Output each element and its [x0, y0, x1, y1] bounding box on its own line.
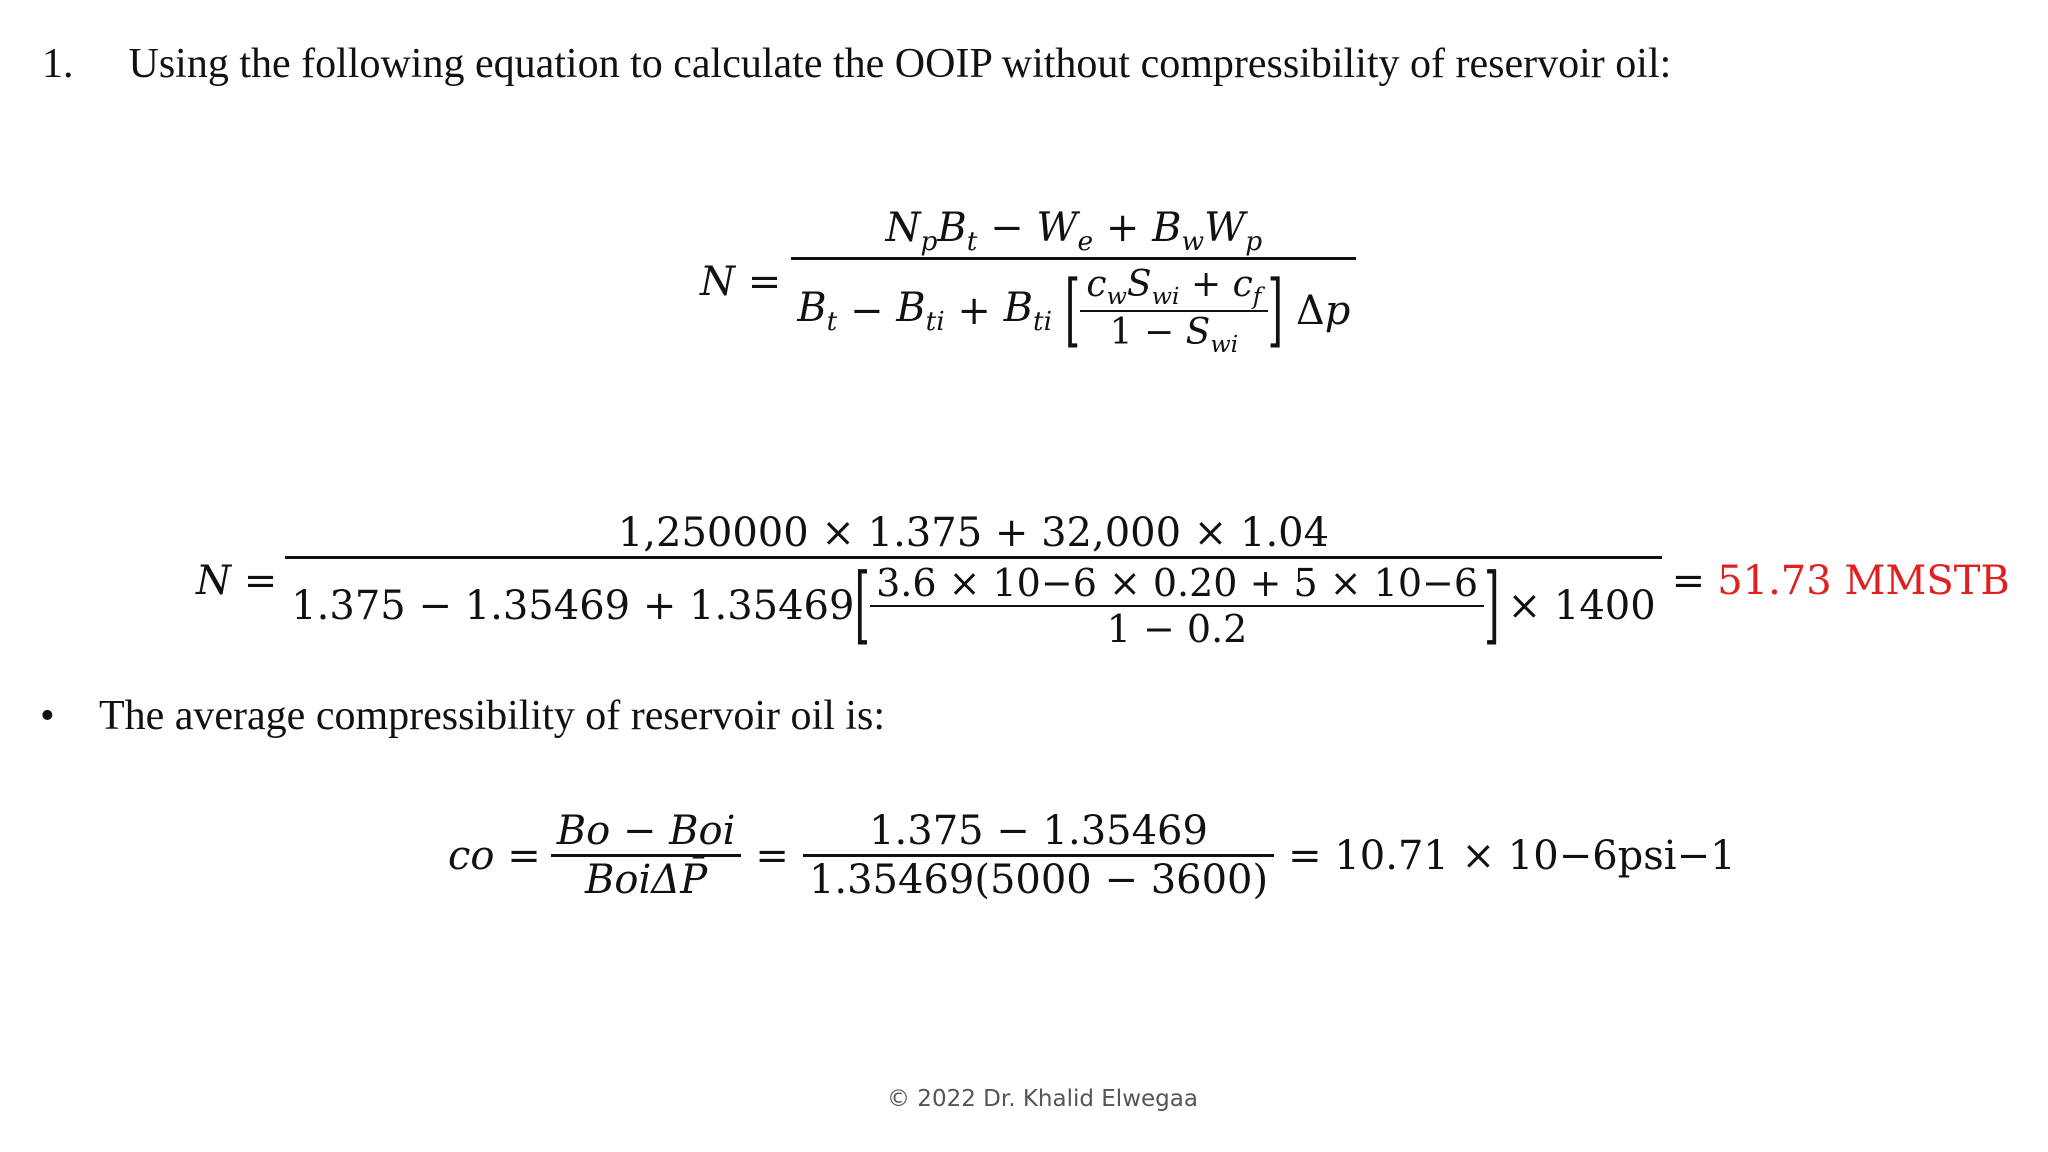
eq2-denominator: 1.375 − 1.35469 + 1.35469 [ $\frac{3.6 \times 10-6 \times 0.20 + 5 \times 10-6}{1 - 0.2}$ ] × 1400: [291, 557, 1656, 655]
eq1-lhs: N =: [700, 258, 782, 305]
eq2-inner-denominator: 1 − 0.2: [1106, 607, 1248, 651]
eq3-frac2-numerator: 1.375 − 1.35469: [869, 808, 1208, 854]
compressibility-equation: [448, 808, 1736, 903]
copyright-footer: © 2022 Dr. Khalid Elwegaa: [887, 1086, 1198, 1112]
bullet-line: [40, 692, 885, 740]
general-ooip-equation: [700, 205, 1356, 358]
bullet-text: The average compressibility of reservoir oil is:: [98, 693, 886, 739]
bullet-symbol: •: [40, 693, 55, 739]
eq1-numerator: $N_pB_t - W_e + B_wW_p$: [885, 205, 1263, 257]
eq3-frac1-numerator: Bo − Boi: [556, 808, 736, 854]
eq3-frac1-denominator: BoiΔP̄: [585, 857, 708, 903]
eq3-frac2-denominator: 1.35469(5000 − 3600): [808, 857, 1269, 903]
eq2-numerator: 1,250000 × 1.375 + 32,000 × 1.04: [617, 510, 1330, 556]
question-number: 1.: [42, 41, 74, 87]
eq2-lhs: N =: [196, 557, 278, 604]
eq3-fraction-1: [551, 808, 742, 903]
eq3-equals: =: [755, 832, 789, 879]
eq3-fraction-2: [803, 808, 1274, 903]
eq1-denominator: $B_t$ − $B_{ti}$ + $B_{ti}$ [ $\frac{c_wS_{wi} + c_f}{1 - S_{wi}}$ ] Δ p: [797, 264, 1351, 359]
question-heading: [42, 40, 1671, 88]
eq2-fraction: [285, 510, 1661, 655]
eq2-den-left: 1.375 − 1.35469 + 1.35469: [291, 583, 855, 629]
eq2-result-equals: =: [1671, 557, 1706, 604]
eq1-fraction: [791, 205, 1356, 358]
question-text: Using the following equation to calculate the OOIP without compressibility of reservoir oil:: [128, 41, 1672, 87]
eq2-result: 51.73 MMSTB: [1717, 557, 2010, 604]
eq2-inner-numerator: 3.6 × 10−6 × 0.20 + 5 × 10−6: [876, 561, 1479, 605]
eq3-result: = 10.71 × 10−6psi−1: [1288, 832, 1736, 879]
eq2-den-right: × 1400: [1507, 583, 1656, 629]
numerical-ooip-equation: [196, 510, 2010, 655]
eq3-lhs: co =: [448, 832, 541, 879]
